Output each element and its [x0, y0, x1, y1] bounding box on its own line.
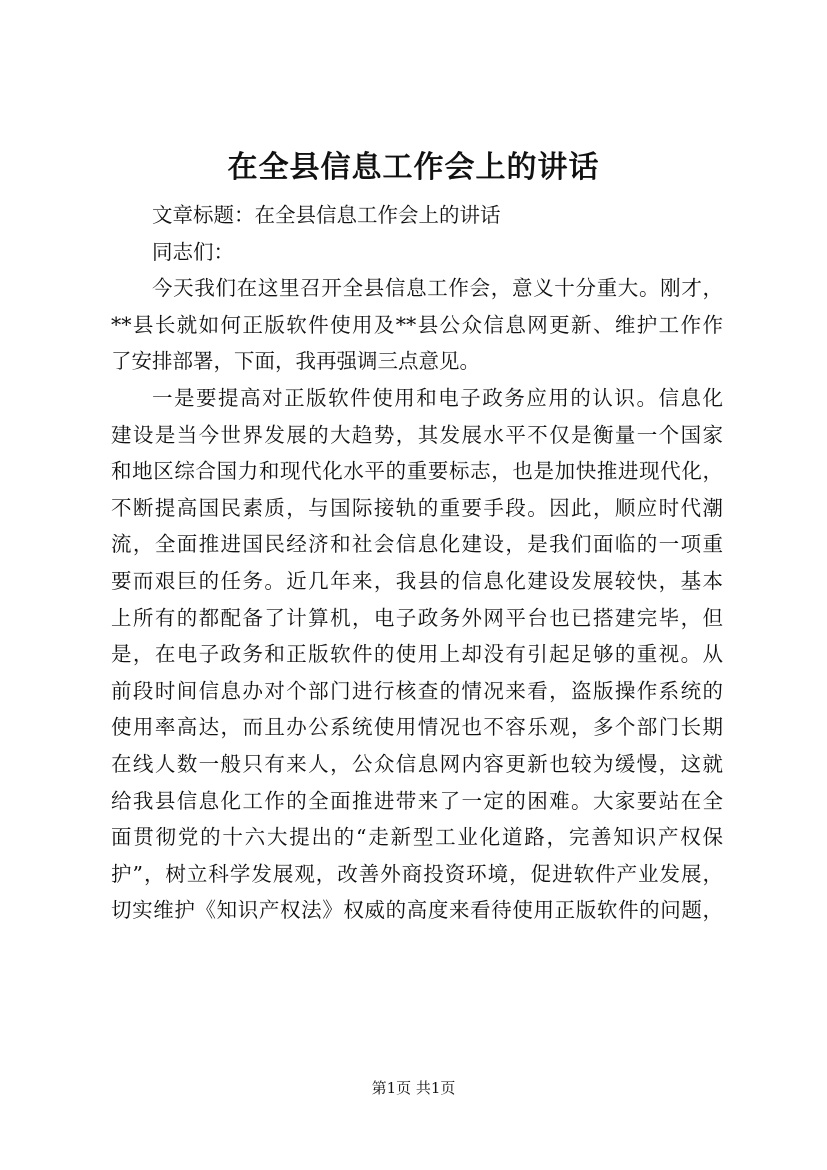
page-footer: 第1页 共1页 — [371, 1079, 456, 1097]
body-line: 了安排部署，下面，我再强调三点意见。 — [111, 349, 480, 374]
body-line: 是，在电子政务和正版软件的使用上却没有引起足够的重视。从 — [111, 642, 723, 667]
body-line: 今天我们在这里召开全县信息工作会，意义十分重大。刚才， — [152, 276, 723, 301]
body-line: 不断提高国民素质，与国际接轨的重要手段。因此，顺应时代潮 — [111, 495, 723, 520]
body-line: 建设是当今世界发展的大趋势，其发展水平不仅是衡量一个国家 — [111, 422, 723, 447]
body-line: 护”，树立科学发展观，改善外商投资环境，促进软件产业发展， — [111, 861, 723, 886]
body-line: 和地区综合国力和现代化水平的重要标志，也是加快推进现代化， — [111, 459, 723, 484]
document-body — [111, 197, 723, 929]
body-line: **县长就如何正版软件使用及**县公众信息网更新、维护工作作 — [111, 312, 723, 337]
body-line: 给我县信息化工作的全面推进带来了一定的困难。大家要站在全 — [111, 788, 723, 813]
page-title: 在全县信息工作会上的讲话 — [227, 150, 600, 185]
body-line: 面贯彻党的十六大提出的“走新型工业化道路，完善知识产权保 — [111, 825, 723, 850]
body-line: 前段时间信息办对个部门进行核查的情况来看，盗版操作系统的 — [111, 678, 723, 703]
body-line: 在线人数一般只有来人，公众信息网内容更新也较为缓慢，这就 — [111, 751, 723, 776]
body-line: 要而艰巨的任务。近几年来，我县的信息化建设发展较快，基本 — [111, 568, 723, 593]
body-line: 切实维护《知识产权法》权威的高度来看待使用正版软件的问题， — [111, 898, 723, 923]
body-line: 流，全面推进国民经济和社会信息化建设，是我们面临的一项重 — [111, 532, 723, 557]
body-line: 上所有的都配备了计算机，电子政务外网平台也已搭建完毕，但 — [111, 605, 723, 630]
body-line: 同志们： — [152, 239, 234, 264]
body-line: 一是要提高对正版软件使用和电子政务应用的认识。信息化 — [152, 385, 723, 410]
body-line: 使用率高达，而且办公系统使用情况也不容乐观，多个部门长期 — [111, 715, 723, 740]
body-line: 文章标题：在全县信息工作会上的讲话 — [152, 203, 501, 227]
